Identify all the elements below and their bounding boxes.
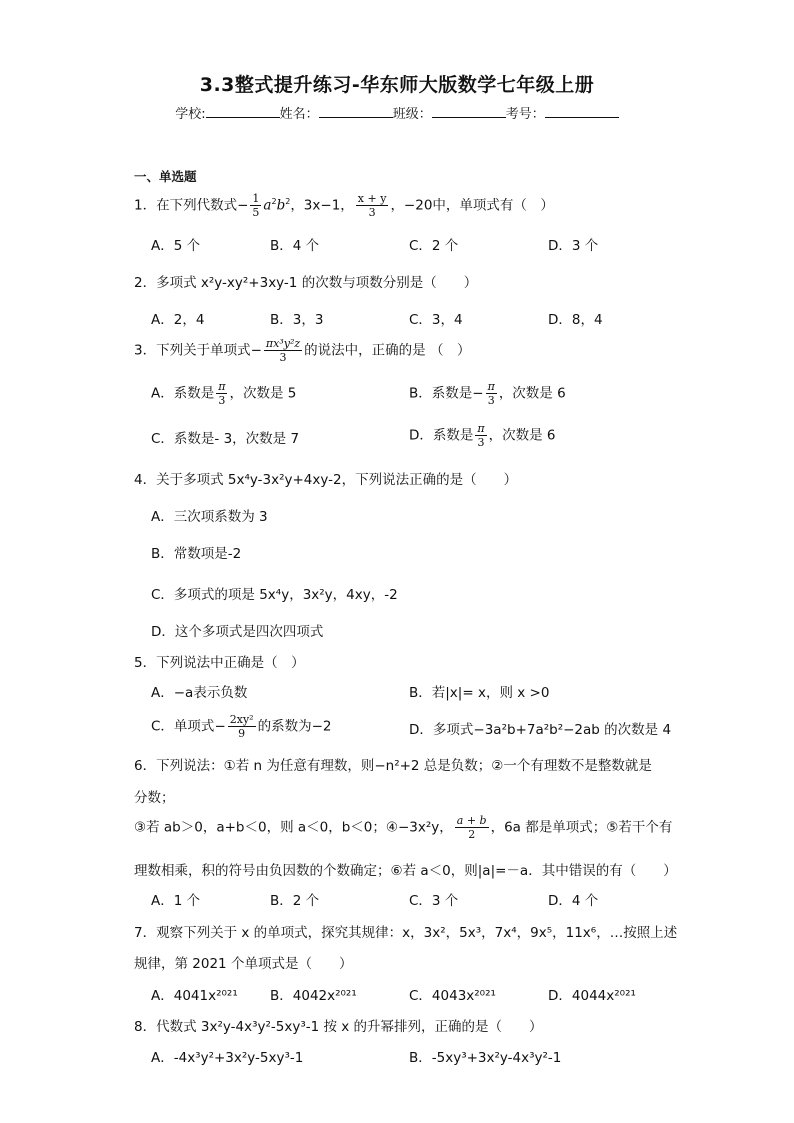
q7-option-c[interactable]: C．4043x²⁰²¹ bbox=[409, 988, 496, 1004]
question-8: 8．代数式 3x²y-4x³y²-5xy³-1 按 x 的升幂排列，正确的是（ ） bbox=[134, 1019, 543, 1035]
q2-option-c[interactable]: C．3，4 bbox=[409, 312, 463, 328]
question-7-line-2: 规律，第 2021 个单项式是（ ） bbox=[134, 956, 353, 972]
fraction-monomial: $\frac{\text{πx³y²z}}{3}$ bbox=[265, 337, 301, 364]
q3-option-c[interactable]: C．系数是- 3，次数是 7 bbox=[151, 431, 300, 447]
question-6-line-4: 理数相乘，积的符号由负因数的个数确定；⑥若 a＜0，则|a|=－a．其中错误的有（ ） bbox=[134, 863, 677, 879]
q7-option-a[interactable]: A．4041x²⁰²¹ bbox=[151, 988, 238, 1004]
number-label: 考号： bbox=[505, 107, 545, 122]
q2-option-b[interactable]: B．3，3 bbox=[270, 312, 324, 328]
fraction-x-plus-y: $\frac{x + y}{3}$ bbox=[357, 192, 387, 219]
q1-stem-mid: ，3x−1， bbox=[290, 197, 354, 214]
question-2: 2．多项式 x²y-xy²+3xy-1 的次数与项数分别是（ ） bbox=[134, 275, 478, 291]
school-blank bbox=[206, 106, 280, 118]
q4-option-c[interactable]: C．多项式的项是 5x⁴y，3x²y，4xy，-2 bbox=[151, 587, 398, 603]
q3-option-b[interactable]: B．系数是− $\frac{\pi}{3}$ ，次数是 6 bbox=[409, 380, 566, 407]
q6-option-b[interactable]: B．2 个 bbox=[270, 893, 320, 909]
page-title: 3.3整式提升练习-华东师大版数学七年级上册 bbox=[199, 74, 595, 96]
q5-option-b[interactable]: B．若|x|= x，则 x >0 bbox=[409, 685, 550, 701]
name-label: 姓名： bbox=[279, 107, 319, 122]
q5-option-d[interactable]: D．多项式−3a²b+7a²b²−2ab 的次数是 4 bbox=[409, 722, 672, 738]
school-label: 学校: bbox=[175, 107, 206, 122]
q4-option-b[interactable]: B．常数项是-2 bbox=[151, 546, 242, 562]
q4-option-d[interactable]: D．这个多项式是四次四项式 bbox=[151, 624, 324, 640]
question-6-line-1: 6．下列说法：①若 n 为任意有理数，则−n²+2 总是负数；②一个有理数不是整数就是 bbox=[134, 758, 652, 774]
q4-option-a[interactable]: A．三次项系数为 3 bbox=[151, 509, 268, 525]
q1-option-c[interactable]: C．2 个 bbox=[409, 238, 459, 254]
q6-option-c[interactable]: C．3 个 bbox=[409, 893, 459, 909]
q1-stem-end: ，−20中，单项式有（ ） bbox=[390, 197, 554, 214]
q2-option-a[interactable]: A．2，4 bbox=[151, 312, 205, 328]
q7-option-b[interactable]: B．4042x²⁰²¹ bbox=[270, 988, 357, 1004]
question-5: 5．下列说法中正确是（ ） bbox=[134, 655, 305, 671]
section-heading: 一、单选题 bbox=[134, 169, 197, 184]
q3-option-a[interactable]: A．系数是 $\frac{\pi}{3}$ ，次数是 5 bbox=[151, 380, 297, 407]
name-blank bbox=[319, 106, 393, 118]
question-6-line-3: ③若 ab＞0，a+b＜0，则 a＜0，b＜0；④−3x²y， $\frac{a + b}{2}$ ，6a 都是单项式；⑤若干个有 bbox=[134, 814, 673, 841]
question-4: 4．关于多项式 5x⁴y-3x²y+4xy-2，下列说法正确的是（ ） bbox=[134, 472, 518, 488]
fraction-1-5: $\frac{1}{5}$ bbox=[252, 192, 260, 219]
q8-option-b[interactable]: B．-5xy³+3x²y-4x³y²-1 bbox=[409, 1050, 562, 1066]
class-blank bbox=[432, 106, 506, 118]
q1-option-b[interactable]: B．4 个 bbox=[270, 238, 320, 254]
q6-option-a[interactable]: A．1 个 bbox=[151, 893, 201, 909]
q6-option-d[interactable]: D．4 个 bbox=[548, 893, 599, 909]
class-label: 班级： bbox=[392, 107, 432, 122]
question-3: 3．下列关于单项式− $\frac{\text{πx³y²z}}{3}$ 的说法中，正确的是 （ ） bbox=[134, 337, 471, 364]
q5-option-c[interactable]: C．单项式− $\frac{\text{2xy²}}{9}$ 的系数为−2 bbox=[151, 713, 332, 740]
q1-stem-start: 1．在下列代数式 bbox=[134, 197, 238, 214]
q7-option-d[interactable]: D．4044x²⁰²¹ bbox=[548, 988, 636, 1004]
question-7-line-1: 7．观察下列关于 x 的单项式，探究其规律：x，3x²，5x³，7x⁴，9x⁵，11x⁶，…按照上述 bbox=[134, 925, 678, 941]
q3-option-d[interactable]: D．系数是 $\frac{\pi}{3}$ ，次数是 6 bbox=[409, 422, 556, 449]
q2-option-d[interactable]: D．8，4 bbox=[548, 312, 603, 328]
student-info-line bbox=[0, 103, 794, 122]
q1-option-d[interactable]: D．3 个 bbox=[548, 238, 599, 254]
number-blank bbox=[545, 106, 619, 118]
question-6-line-2: 分数； bbox=[134, 790, 175, 806]
q5-option-a[interactable]: A．−a表示负数 bbox=[151, 685, 248, 701]
question-1: 1．在下列代数式− $\frac{1}{5}$ $a^2b^2$，3x−1， $\frac{x + y}{3}$ ，−20中，单项式有（ ） bbox=[134, 192, 554, 219]
q1-option-a[interactable]: A．5 个 bbox=[151, 238, 201, 254]
q8-option-a[interactable]: A．-4x³y²+3x²y-5xy³-1 bbox=[151, 1050, 304, 1066]
